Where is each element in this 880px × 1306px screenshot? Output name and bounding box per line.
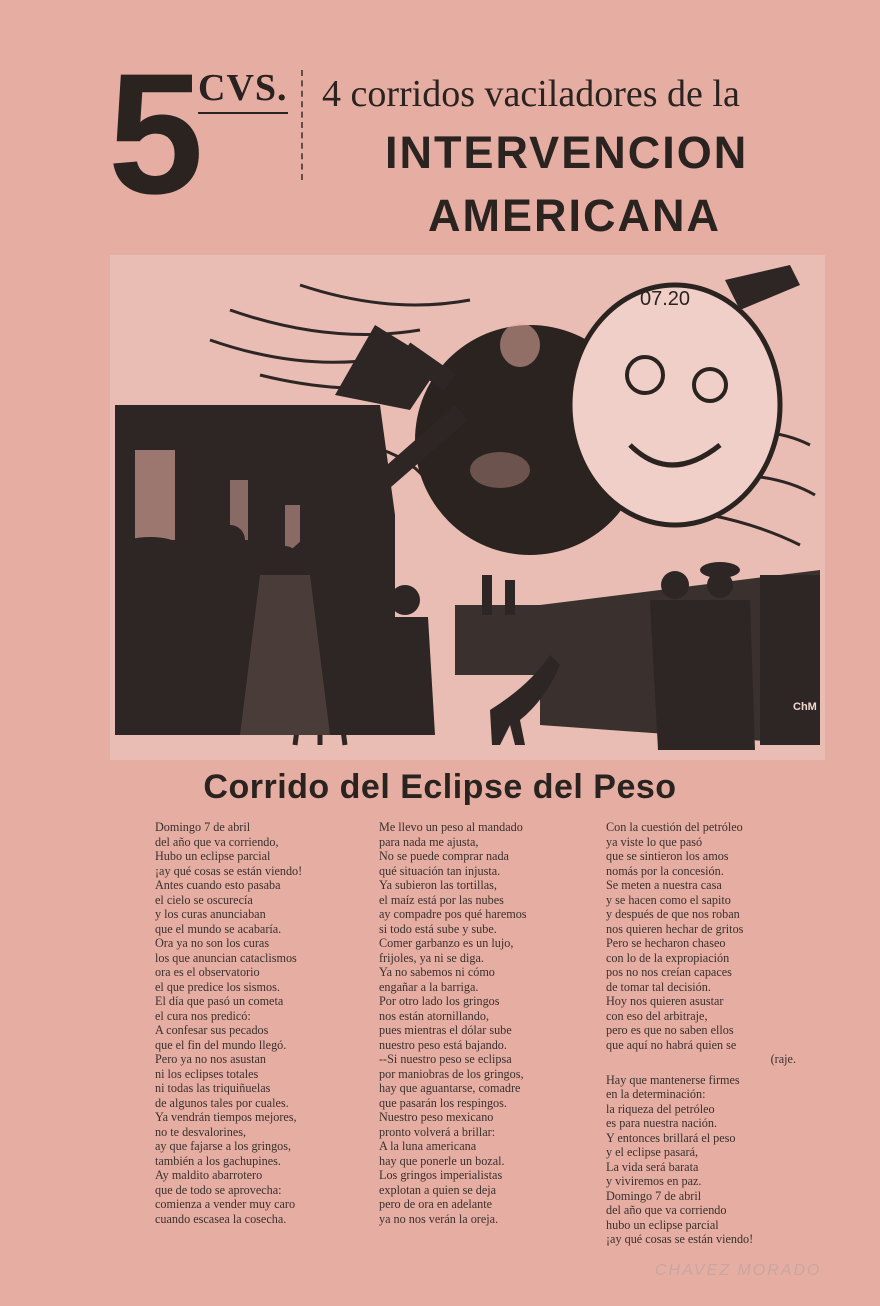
verse-line: A confesar sus pecados [155, 1023, 269, 1037]
verse-line: el que predice los sismos. [155, 979, 280, 994]
verse-line: Ora ya no son los curas [155, 936, 270, 950]
verse-line: Pero ya no nos asustan [155, 1052, 267, 1066]
verse-line: comienza a vender muy caro [155, 1197, 296, 1211]
verse-line: y viviremos en paz. [606, 1174, 702, 1188]
verse-line: pos no nos creían capaces [606, 965, 732, 979]
verse-line: pues mientras el dólar sube [379, 1023, 512, 1037]
price-number: 5 [108, 38, 204, 230]
verse-line: Hay que mantenerse firmes [606, 1072, 740, 1087]
verse-line: Por otro lado los gringos [379, 994, 500, 1008]
song-title: Corrido del Eclipse del Peso [203, 768, 677, 806]
verse-column-1 [155, 820, 302, 1226]
peso-coin-face [570, 285, 780, 525]
verse-line: ¡ay qué cosas se están viendo! [606, 1232, 754, 1246]
verse-line: Domingo 7 de abril [155, 820, 251, 834]
verse-line: pero de ora en adelante [379, 1197, 493, 1211]
verse-line: Hubo un eclipse parcial [155, 849, 271, 863]
verse-line: nomás por la concesión. [606, 863, 724, 878]
verse-line: ya viste lo que pasó [606, 834, 703, 849]
verse-line: Antes cuando esto pasaba [155, 878, 281, 892]
verse-line: con eso del arbitraje, [606, 1008, 708, 1023]
verse-line: y después de que nos roban [606, 907, 740, 921]
verse-line: que se sintieron los amos [606, 849, 729, 863]
verse-line: No se puede comprar nada [379, 849, 509, 863]
verse-line: es para nuestra nación. [606, 1116, 717, 1130]
verse-line: Hoy nos quieren asustar [606, 994, 724, 1008]
verse-line: que el mundo se acabaría. [155, 921, 282, 936]
verse-line: Y entonces brillará el peso [606, 1130, 736, 1145]
signature: CHAVEZ MORADO [655, 1262, 822, 1279]
artist-mark: ChM [793, 701, 817, 713]
verse-line: el cura nos predicó: [155, 1008, 251, 1023]
verse-line: Ay maldito abarrotero [155, 1168, 263, 1182]
verse-line: con lo de la expropiación [606, 950, 730, 965]
verse-line: los que anuncian cataclismos [155, 950, 297, 965]
verse-line: frijoles, ya ni se diga. [379, 950, 484, 965]
verse-line: pero es que no saben ellos [606, 1023, 734, 1037]
verse-line: de algunos tales por cuales. [155, 1095, 289, 1110]
price-currency: CVS. [198, 66, 288, 114]
verse-line: y se hacen como el sapito [606, 892, 731, 907]
verse-line: nos quieren hechar de gritos [606, 921, 744, 936]
verse-column-3 [606, 820, 798, 1247]
header-subtitle: 4 corridos vaciladores de la [322, 73, 740, 115]
verse-line: si todo está sube y sube. [379, 921, 497, 936]
verse-line: pronto volverá a brillar: [379, 1124, 496, 1139]
coin-stamp: 07.20 [640, 288, 691, 310]
verse-line: A la luna americana [379, 1139, 477, 1153]
verse-line-wrap: (raje. [770, 1052, 796, 1066]
verse-line: ¡ay qué cosas se están viendo! [155, 863, 303, 878]
verse-line: que pasarán los respingos. [379, 1095, 507, 1110]
verse-line: Me llevo un peso al mandado [379, 820, 523, 834]
verse-line: ya no nos verán la oreja. [379, 1211, 499, 1226]
verse-line: Con la cuestión del petróleo [606, 820, 743, 834]
verse-line: también a los gachupines. [155, 1153, 281, 1168]
verse-line: ora es el observatorio [155, 965, 260, 979]
verse-line: hubo un eclipse parcial [606, 1217, 719, 1232]
verse-line: Ya vendrán tiempos mejores, [155, 1110, 297, 1124]
factory [455, 605, 545, 675]
verse-line: engañar a la barriga. [379, 979, 479, 994]
verse-line: por maniobras de los gringos, [379, 1066, 524, 1081]
verse-line: en la determinación: [606, 1087, 706, 1101]
verse-line: ni los eclipses totales [155, 1066, 259, 1081]
verse-line: y los curas anunciaban [155, 907, 266, 921]
verse-column-2 [379, 820, 527, 1226]
header-title-line2: AMERICANA [428, 190, 721, 241]
verse-line: que de todo se aprovecha: [155, 1182, 282, 1197]
verse-line: Ya subieron las tortillas, [379, 878, 497, 892]
verse-line: qué situación tan injusta. [379, 863, 501, 878]
verse-line: explotan a quien se deja [379, 1182, 497, 1197]
verse-line: Ya no sabemos ni cómo [379, 965, 495, 979]
verse-line: que el fin del mundo llegó. [155, 1037, 287, 1052]
verse-line: hay que ponerle un bozal. [379, 1153, 505, 1168]
verse-line: Se meten a nuestra casa [606, 878, 722, 892]
verse-line: la riqueza del petróleo [606, 1101, 715, 1116]
verse-line: el maíz está por las nubes [379, 892, 504, 907]
header-title-line1: INTERVENCION [385, 127, 749, 178]
verse-line: Pero se hecharon chaseo [606, 936, 726, 950]
verse-line: nuestro peso está bajando. [379, 1037, 507, 1052]
verse-line: que aquí no habrá quien se [606, 1037, 737, 1052]
verse-line: Los gringos imperialistas [379, 1168, 503, 1182]
verse-line: para nada me ajusta, [379, 834, 479, 849]
verse-line: cuando escasea la cosecha. [155, 1211, 287, 1226]
verse-line: del año que va corriendo, [155, 834, 279, 849]
verse-line: Comer garbanzo es un lujo, [379, 936, 514, 950]
header-divider [301, 70, 303, 180]
woodcut-illustration [110, 255, 825, 760]
verse-line: ay compadre pos qué haremos [379, 907, 527, 921]
verse-line: y el eclipse pasará, [606, 1145, 699, 1159]
verse-line: El día que pasó un cometa [155, 994, 284, 1008]
verse-line: del año que va corriendo [606, 1203, 727, 1217]
verse-line: el cielo se oscurecía [155, 892, 253, 907]
verse-line: de tomar tal decisión. [606, 979, 711, 994]
verse-line: --Si nuestro peso se eclipsa [379, 1052, 512, 1066]
verse-line: nos están atornillando, [379, 1008, 490, 1023]
verse-line: ay que fajarse a los gringos, [155, 1139, 292, 1153]
verse-line: La vida será barata [606, 1159, 699, 1174]
verse-line: Nuestro peso mexicano [379, 1110, 494, 1124]
verse-line: Domingo 7 de abril [606, 1188, 702, 1203]
verse-line: hay que aguantarse, comadre [379, 1081, 521, 1095]
verse-line: ni todas las triquiñuelas [155, 1081, 271, 1095]
verse-line: no te desvalorines, [155, 1124, 247, 1139]
